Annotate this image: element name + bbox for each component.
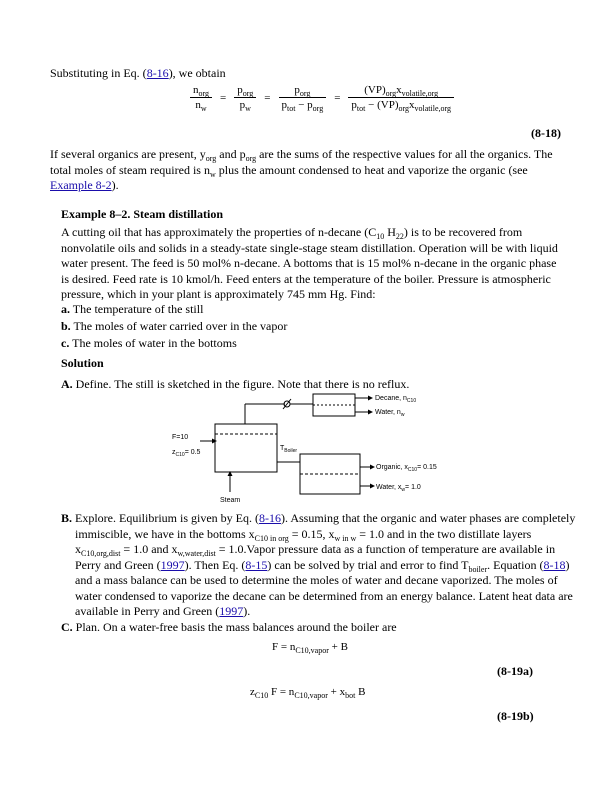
- list-item-c: c. The moles of water in the bottoms: [61, 336, 237, 350]
- list-item-a: a. The temperature of the still: [61, 302, 204, 316]
- example-body: A cutting oil that has approximately the properties of n-decane ($C_{10}$ $H_{22}$) is to be recovered from nonvolatile oils and solids in a steady-state single-stage steam distillation. Operation will be with liquid water present. The feed is 50 mol% n-decane. A bottoms that is 15 mol% n-decane in the organic phase is desired. Feed rate is 10 kmol/h. Feed enters at the temperature of the boiler. Pressure is atmospheric pressure, which in your plant is approximately 745 mm Hg. Find:: [61, 225, 558, 301]
- part-a: A. Define. The still is sketched in the figure. Note that there is no reflux.: [61, 377, 410, 391]
- svg-text:zC10= 0.5: $z_{C10}= 0.5$: [172, 449, 201, 458]
- equation-number-19b: (8-19b): [497, 709, 534, 723]
- fig-water-top-label: Water, n: [375, 409, 401, 416]
- steam-distillation-figure: [170, 392, 460, 507]
- intro-text-end: ), we obtain: [168, 66, 226, 80]
- list-item-b: b. The moles of water carried over in the vapor: [61, 319, 288, 333]
- svg-text:Water, xw= 1.0: Water, $x_w= 1.0$: [376, 484, 421, 493]
- intro-line: [50, 66, 226, 82]
- fig-temp-label: T: [280, 445, 285, 452]
- fig-decane-label: Decane, n: [375, 395, 407, 402]
- frac-p-tot: $\frac{p_{org}}{p_{tot} - p_{org}}$: [279, 84, 327, 111]
- eq-8-18-link[interactable]: 8-18: [543, 557, 566, 572]
- equation-8-19b: $z_{C10}$ $F = n_{C10,vapor} + x_{bot}$ B: [250, 686, 366, 700]
- intro-text: Substituting in Eq. (: [50, 66, 147, 80]
- fig-feed-label: F=10: [172, 434, 189, 441]
- svg-text:Organic, xC10= 0.15: Organic, $x_{C10}= 0.15$: [376, 464, 437, 473]
- perry-green-link-2[interactable]: 1997: [219, 604, 244, 618]
- perry-green-link-1[interactable]: 1997: [160, 557, 185, 572]
- example-8-2-link[interactable]: Example 8-2: [50, 178, 112, 192]
- equation-8-18: $\frac{n_{org}}{n_w}$ = $\frac{p_{org}}{p_w}$ = $\frac{p_{org}}{p_{tot} - p_{org}}$ = $\frac{(VP)_{org}x_{volatile,org}}{p_{tot} - (VP)_{org}x_{volatile,org}}$: [186, 84, 458, 111]
- equation-number-19a: (8-19a): [497, 664, 533, 678]
- part-b: B. Explore. Equilibrium is given by Eq. (8-16). Assuming that the organic and water phases are completely immiscible, we have in the bottoms $x_{C10 in org} = 0.15$, $x_{w in w} = 1.0$ and in the two distillate layers $x_{C10,org,dist} = 1.0$ and $x_{w,water,dist}$ = 1.0.Vapor pressure data as a function of temperature are available in Perry and Green (1997). Then Eq. (8-15) can be solved by trial and error to find $T_{boiler}$. Equation (8-18) and a mass balance can be used to determine the moles of water and decane vaporized. The moles of water condensed to vaporize the decane can be determined from an energy balance. Latent heat data are available in Perry and Green (1997).: [61, 511, 576, 618]
- fig-water-bot-label: Water, x: [376, 484, 402, 491]
- equation-8-19a: $F = n_{C10,vapor} + B$: [272, 641, 348, 655]
- equation-number: (8-18): [531, 126, 561, 140]
- svg-text:Water, nw: Water, $n_w$: [375, 409, 405, 418]
- frac-p-ratio: $\frac{p_{org}}{p_w}$: [234, 84, 256, 111]
- part-c: C. Plan. On a water-free basis the mass balances around the boiler are: [61, 620, 397, 634]
- frac-n-ratio: $\frac{n_{org}}{n_w}$: [190, 84, 212, 111]
- svg-text:TBoiler: $T_{Boiler}$: [280, 445, 298, 454]
- frac-vp: $\frac{(VP)_{org}x_{volatile,org}}{p_{tot} - (VP)_{org}x_{volatile,org}}$: [348, 84, 454, 111]
- fig-steam-label: Steam: [220, 497, 241, 504]
- svg-text:Decane, nC10: Decane, $n_{C10}$: [375, 395, 417, 404]
- eq-8-16-link-b[interactable]: 8-16: [259, 511, 281, 525]
- example-title: Example 8–2. Steam distillation: [61, 207, 224, 221]
- eq-8-15-link[interactable]: 8-15: [245, 557, 268, 572]
- solution-heading: Solution: [61, 356, 104, 370]
- paragraph-organics: If several organics are present, $y_{org}$ and $p_{org}$ are the sums of the respective values for all the organics. The total moles of steam required is $n_w$ plus the amount condensed to heat and vaporize the organic (see Example 8-2).: [50, 147, 553, 192]
- boiler: [215, 424, 277, 472]
- eq-8-16-link[interactable]: 8-16: [146, 66, 169, 80]
- fig-organic-label: Organic, x: [376, 464, 408, 471]
